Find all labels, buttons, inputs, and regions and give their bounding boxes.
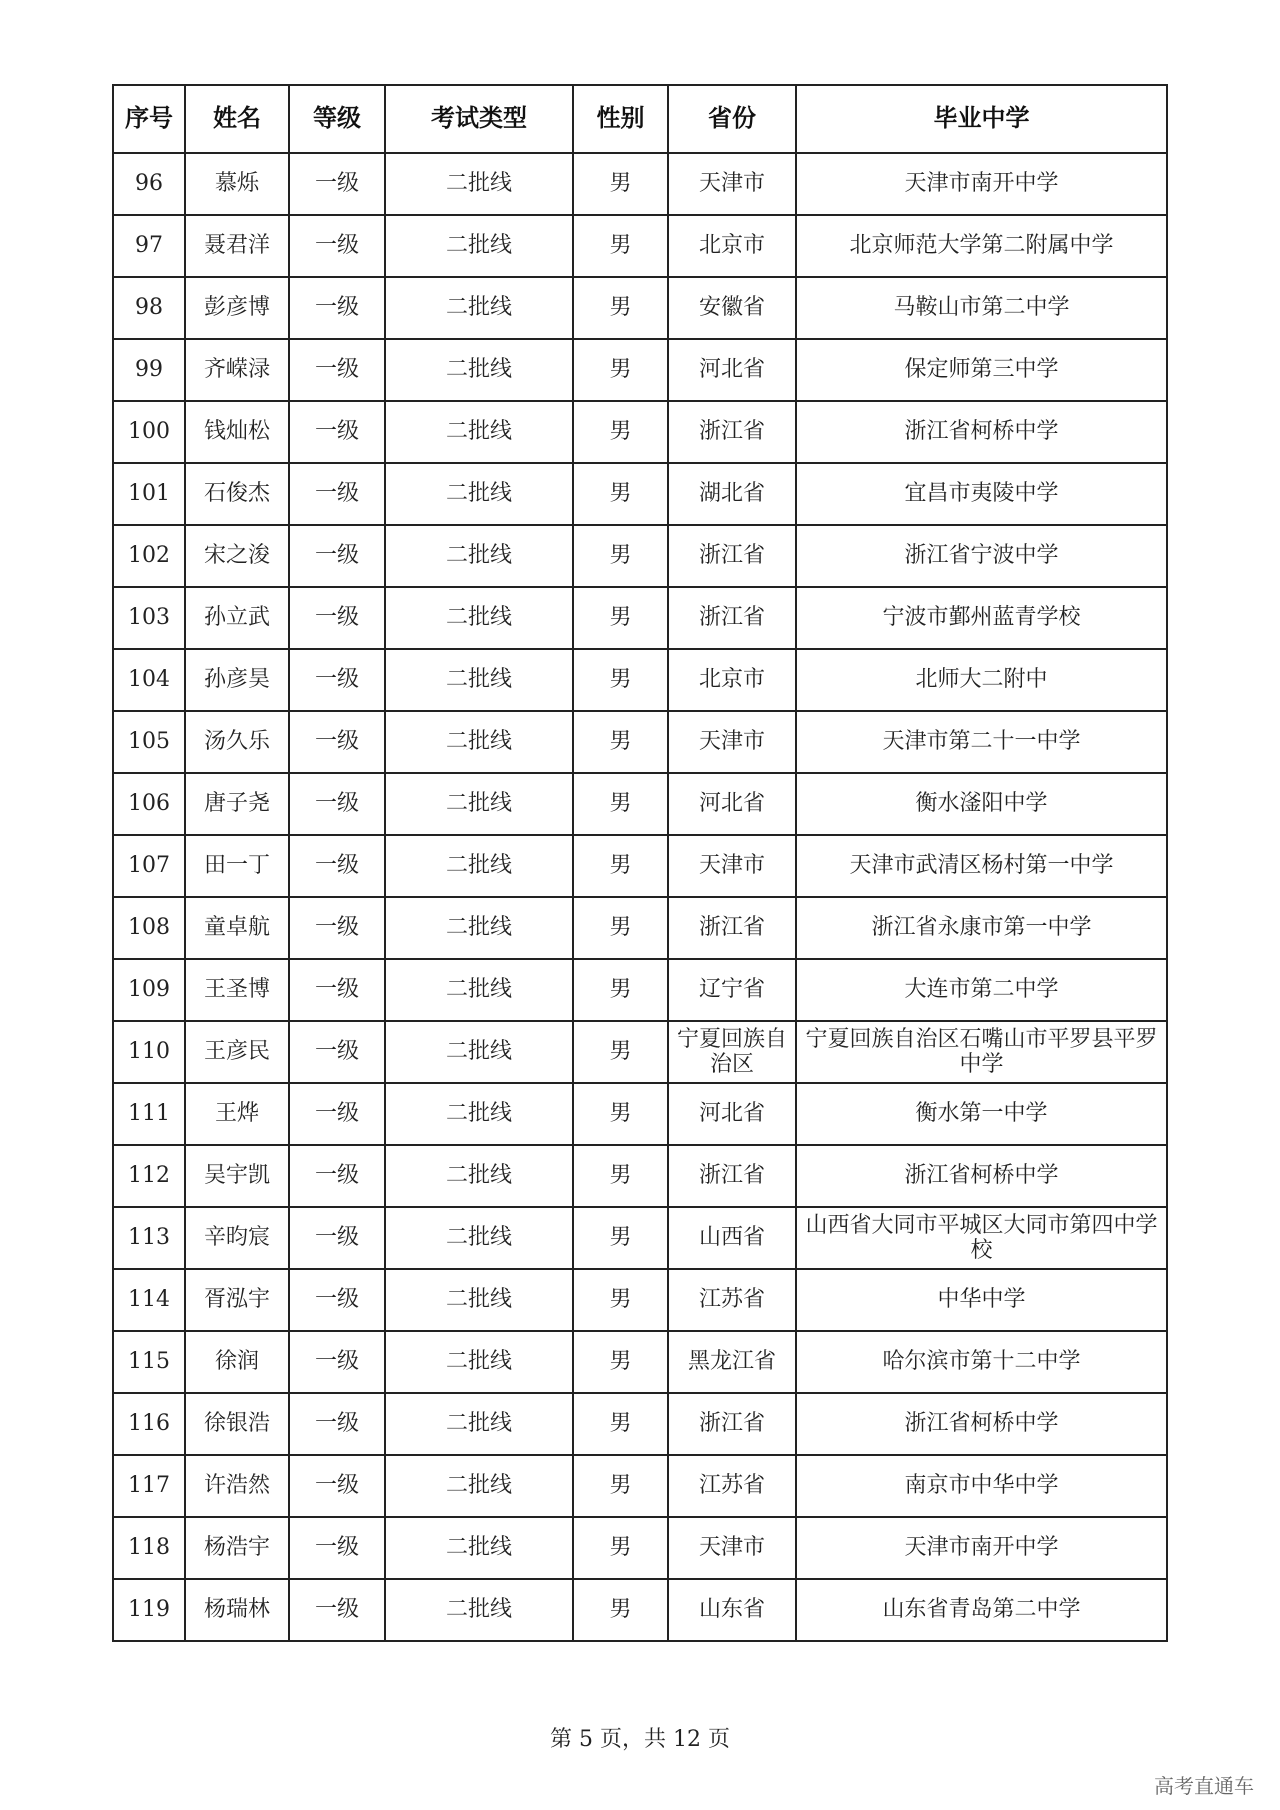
cell-name: 孙彦昊 — [185, 649, 289, 711]
cell-name: 宋之浚 — [185, 525, 289, 587]
cell-level: 一级 — [289, 1145, 385, 1207]
cell-gender: 男 — [573, 1021, 668, 1083]
cell-school: 天津市南开中学 — [796, 1517, 1167, 1579]
cell-province: 山东省 — [668, 1579, 796, 1641]
cell-school: 宁夏回族自治区石嘴山市平罗县平罗中学 — [796, 1021, 1167, 1083]
cell-index: 103 — [113, 587, 185, 649]
cell-name: 慕烁 — [185, 153, 289, 215]
cell-gender: 男 — [573, 1455, 668, 1517]
cell-level: 一级 — [289, 277, 385, 339]
cell-gender: 男 — [573, 1517, 668, 1579]
cell-index: 111 — [113, 1083, 185, 1145]
cell-province: 天津市 — [668, 711, 796, 773]
cell-exam-type: 二批线 — [385, 1517, 573, 1579]
cell-province: 河北省 — [668, 339, 796, 401]
cell-school: 山西省大同市平城区大同市第四中学校 — [796, 1207, 1167, 1269]
cell-gender: 男 — [573, 401, 668, 463]
cell-gender: 男 — [573, 835, 668, 897]
cell-gender: 男 — [573, 153, 668, 215]
cell-level: 一级 — [289, 587, 385, 649]
roster-table — [112, 84, 1168, 1642]
cell-level: 一级 — [289, 835, 385, 897]
cell-school: 中华中学 — [796, 1269, 1167, 1331]
cell-exam-type: 二批线 — [385, 153, 573, 215]
cell-index: 101 — [113, 463, 185, 525]
header-index: 序号 — [113, 85, 185, 153]
cell-gender: 男 — [573, 215, 668, 277]
cell-index: 97 — [113, 215, 185, 277]
cell-school: 天津市第二十一中学 — [796, 711, 1167, 773]
cell-exam-type: 二批线 — [385, 277, 573, 339]
cell-province: 北京市 — [668, 649, 796, 711]
table-row — [113, 897, 1167, 959]
cell-school: 衡水滏阳中学 — [796, 773, 1167, 835]
cell-gender: 男 — [573, 1269, 668, 1331]
cell-gender: 男 — [573, 897, 668, 959]
cell-exam-type: 二批线 — [385, 1145, 573, 1207]
cell-exam-type: 二批线 — [385, 835, 573, 897]
table-row — [113, 1269, 1167, 1331]
cell-name: 石俊杰 — [185, 463, 289, 525]
cell-school: 大连市第二中学 — [796, 959, 1167, 1021]
page-number: 第 5 页，共 12 页 — [550, 1727, 730, 1752]
table-row — [113, 525, 1167, 587]
cell-name: 齐嵘渌 — [185, 339, 289, 401]
table-row — [113, 1083, 1167, 1145]
cell-exam-type: 二批线 — [385, 959, 573, 1021]
table-row — [113, 587, 1167, 649]
cell-name: 王圣博 — [185, 959, 289, 1021]
cell-level: 一级 — [289, 1331, 385, 1393]
cell-exam-type: 二批线 — [385, 587, 573, 649]
header-exam-type: 考试类型 — [385, 85, 573, 153]
cell-gender: 男 — [573, 525, 668, 587]
cell-name: 杨浩宇 — [185, 1517, 289, 1579]
cell-school: 浙江省宁波中学 — [796, 525, 1167, 587]
table-row — [113, 773, 1167, 835]
cell-level: 一级 — [289, 959, 385, 1021]
table-row — [113, 835, 1167, 897]
cell-index: 115 — [113, 1331, 185, 1393]
watermark-text: 高考直通车 — [1154, 1774, 1254, 1798]
cell-province: 浙江省 — [668, 897, 796, 959]
cell-province: 江苏省 — [668, 1455, 796, 1517]
cell-province: 江苏省 — [668, 1269, 796, 1331]
table-row — [113, 215, 1167, 277]
cell-exam-type: 二批线 — [385, 525, 573, 587]
cell-province: 黑龙江省 — [668, 1331, 796, 1393]
cell-exam-type: 二批线 — [385, 1021, 573, 1083]
roster-table-container — [112, 84, 1166, 1642]
header-gender: 性别 — [573, 85, 668, 153]
cell-name: 杨瑞林 — [185, 1579, 289, 1641]
table-row — [113, 649, 1167, 711]
cell-school: 山东省青岛第二中学 — [796, 1579, 1167, 1641]
cell-index: 118 — [113, 1517, 185, 1579]
cell-index: 96 — [113, 153, 185, 215]
cell-name: 孙立武 — [185, 587, 289, 649]
header-school: 毕业中学 — [796, 85, 1167, 153]
cell-gender: 男 — [573, 773, 668, 835]
table-row — [113, 1393, 1167, 1455]
table-row — [113, 463, 1167, 525]
cell-school: 北师大二附中 — [796, 649, 1167, 711]
cell-level: 一级 — [289, 153, 385, 215]
cell-level: 一级 — [289, 1393, 385, 1455]
cell-index: 113 — [113, 1207, 185, 1269]
cell-name: 田一丁 — [185, 835, 289, 897]
cell-index: 99 — [113, 339, 185, 401]
table-row — [113, 277, 1167, 339]
cell-school: 天津市南开中学 — [796, 153, 1167, 215]
header-level: 等级 — [289, 85, 385, 153]
cell-level: 一级 — [289, 649, 385, 711]
cell-province: 浙江省 — [668, 1145, 796, 1207]
cell-school: 浙江省柯桥中学 — [796, 1145, 1167, 1207]
table-body — [113, 153, 1167, 1641]
cell-level: 一级 — [289, 215, 385, 277]
table-row — [113, 1145, 1167, 1207]
cell-school: 浙江省永康市第一中学 — [796, 897, 1167, 959]
table-row — [113, 339, 1167, 401]
table-row — [113, 959, 1167, 1021]
cell-gender: 男 — [573, 1145, 668, 1207]
cell-level: 一级 — [289, 401, 385, 463]
cell-level: 一级 — [289, 525, 385, 587]
cell-exam-type: 二批线 — [385, 1579, 573, 1641]
table-row — [113, 711, 1167, 773]
cell-name: 钱灿松 — [185, 401, 289, 463]
cell-province: 辽宁省 — [668, 959, 796, 1021]
cell-level: 一级 — [289, 1021, 385, 1083]
cell-province: 天津市 — [668, 1517, 796, 1579]
table-row — [113, 1331, 1167, 1393]
cell-province: 河北省 — [668, 773, 796, 835]
cell-gender: 男 — [573, 463, 668, 525]
cell-index: 106 — [113, 773, 185, 835]
cell-exam-type: 二批线 — [385, 1331, 573, 1393]
cell-name: 童卓航 — [185, 897, 289, 959]
cell-level: 一级 — [289, 1083, 385, 1145]
cell-exam-type: 二批线 — [385, 463, 573, 525]
cell-index: 105 — [113, 711, 185, 773]
cell-level: 一级 — [289, 1517, 385, 1579]
cell-gender: 男 — [573, 1207, 668, 1269]
header-name: 姓名 — [185, 85, 289, 153]
table-header-row — [113, 85, 1167, 153]
cell-exam-type: 二批线 — [385, 897, 573, 959]
cell-exam-type: 二批线 — [385, 1083, 573, 1145]
table-row — [113, 1455, 1167, 1517]
cell-exam-type: 二批线 — [385, 1393, 573, 1455]
cell-level: 一级 — [289, 1579, 385, 1641]
cell-exam-type: 二批线 — [385, 1207, 573, 1269]
cell-exam-type: 二批线 — [385, 401, 573, 463]
cell-name: 聂君洋 — [185, 215, 289, 277]
cell-school: 浙江省柯桥中学 — [796, 401, 1167, 463]
cell-level: 一级 — [289, 897, 385, 959]
table-row — [113, 153, 1167, 215]
cell-index: 108 — [113, 897, 185, 959]
cell-index: 112 — [113, 1145, 185, 1207]
cell-name: 辛昀宸 — [185, 1207, 289, 1269]
cell-gender: 男 — [573, 1083, 668, 1145]
cell-gender: 男 — [573, 277, 668, 339]
table-row — [113, 1517, 1167, 1579]
table-row — [113, 1207, 1167, 1269]
cell-province: 北京市 — [668, 215, 796, 277]
cell-province: 安徽省 — [668, 277, 796, 339]
cell-index: 110 — [113, 1021, 185, 1083]
cell-province: 浙江省 — [668, 587, 796, 649]
cell-name: 胥泓宇 — [185, 1269, 289, 1331]
cell-province: 天津市 — [668, 835, 796, 897]
cell-level: 一级 — [289, 711, 385, 773]
cell-school: 浙江省柯桥中学 — [796, 1393, 1167, 1455]
cell-name: 汤久乐 — [185, 711, 289, 773]
cell-exam-type: 二批线 — [385, 1455, 573, 1517]
cell-province: 湖北省 — [668, 463, 796, 525]
cell-index: 100 — [113, 401, 185, 463]
cell-name: 王烨 — [185, 1083, 289, 1145]
cell-gender: 男 — [573, 649, 668, 711]
cell-name: 王彦民 — [185, 1021, 289, 1083]
header-province: 省份 — [668, 85, 796, 153]
cell-index: 107 — [113, 835, 185, 897]
cell-index: 116 — [113, 1393, 185, 1455]
cell-level: 一级 — [289, 339, 385, 401]
cell-level: 一级 — [289, 463, 385, 525]
cell-province: 山西省 — [668, 1207, 796, 1269]
cell-school: 宜昌市夷陵中学 — [796, 463, 1167, 525]
cell-province: 天津市 — [668, 153, 796, 215]
cell-exam-type: 二批线 — [385, 773, 573, 835]
cell-school: 保定师第三中学 — [796, 339, 1167, 401]
cell-province: 浙江省 — [668, 401, 796, 463]
cell-school: 衡水第一中学 — [796, 1083, 1167, 1145]
table-row — [113, 401, 1167, 463]
cell-province: 浙江省 — [668, 1393, 796, 1455]
cell-exam-type: 二批线 — [385, 339, 573, 401]
cell-gender: 男 — [573, 959, 668, 1021]
cell-exam-type: 二批线 — [385, 1269, 573, 1331]
cell-name: 唐子尧 — [185, 773, 289, 835]
cell-index: 119 — [113, 1579, 185, 1641]
cell-gender: 男 — [573, 711, 668, 773]
cell-gender: 男 — [573, 339, 668, 401]
cell-index: 98 — [113, 277, 185, 339]
cell-gender: 男 — [573, 587, 668, 649]
cell-province: 河北省 — [668, 1083, 796, 1145]
cell-school: 天津市武清区杨村第一中学 — [796, 835, 1167, 897]
cell-name: 许浩然 — [185, 1455, 289, 1517]
cell-level: 一级 — [289, 1269, 385, 1331]
cell-index: 104 — [113, 649, 185, 711]
cell-school: 南京市中华中学 — [796, 1455, 1167, 1517]
cell-school: 北京师范大学第二附属中学 — [796, 215, 1167, 277]
cell-index: 109 — [113, 959, 185, 1021]
cell-exam-type: 二批线 — [385, 711, 573, 773]
cell-school: 哈尔滨市第十二中学 — [796, 1331, 1167, 1393]
cell-index: 114 — [113, 1269, 185, 1331]
table-row — [113, 1021, 1167, 1083]
cell-index: 117 — [113, 1455, 185, 1517]
cell-index: 102 — [113, 525, 185, 587]
cell-school: 马鞍山市第二中学 — [796, 277, 1167, 339]
cell-exam-type: 二批线 — [385, 215, 573, 277]
cell-gender: 男 — [573, 1579, 668, 1641]
cell-gender: 男 — [573, 1331, 668, 1393]
cell-name: 徐润 — [185, 1331, 289, 1393]
cell-level: 一级 — [289, 1207, 385, 1269]
cell-name: 徐银浩 — [185, 1393, 289, 1455]
cell-province: 宁夏回族自治区 — [668, 1021, 796, 1083]
cell-province: 浙江省 — [668, 525, 796, 587]
cell-exam-type: 二批线 — [385, 649, 573, 711]
cell-level: 一级 — [289, 1455, 385, 1517]
table-row — [113, 1579, 1167, 1641]
cell-name: 彭彦博 — [185, 277, 289, 339]
cell-name: 吴宇凯 — [185, 1145, 289, 1207]
cell-gender: 男 — [573, 1393, 668, 1455]
cell-school: 宁波市鄞州蓝青学校 — [796, 587, 1167, 649]
cell-level: 一级 — [289, 773, 385, 835]
